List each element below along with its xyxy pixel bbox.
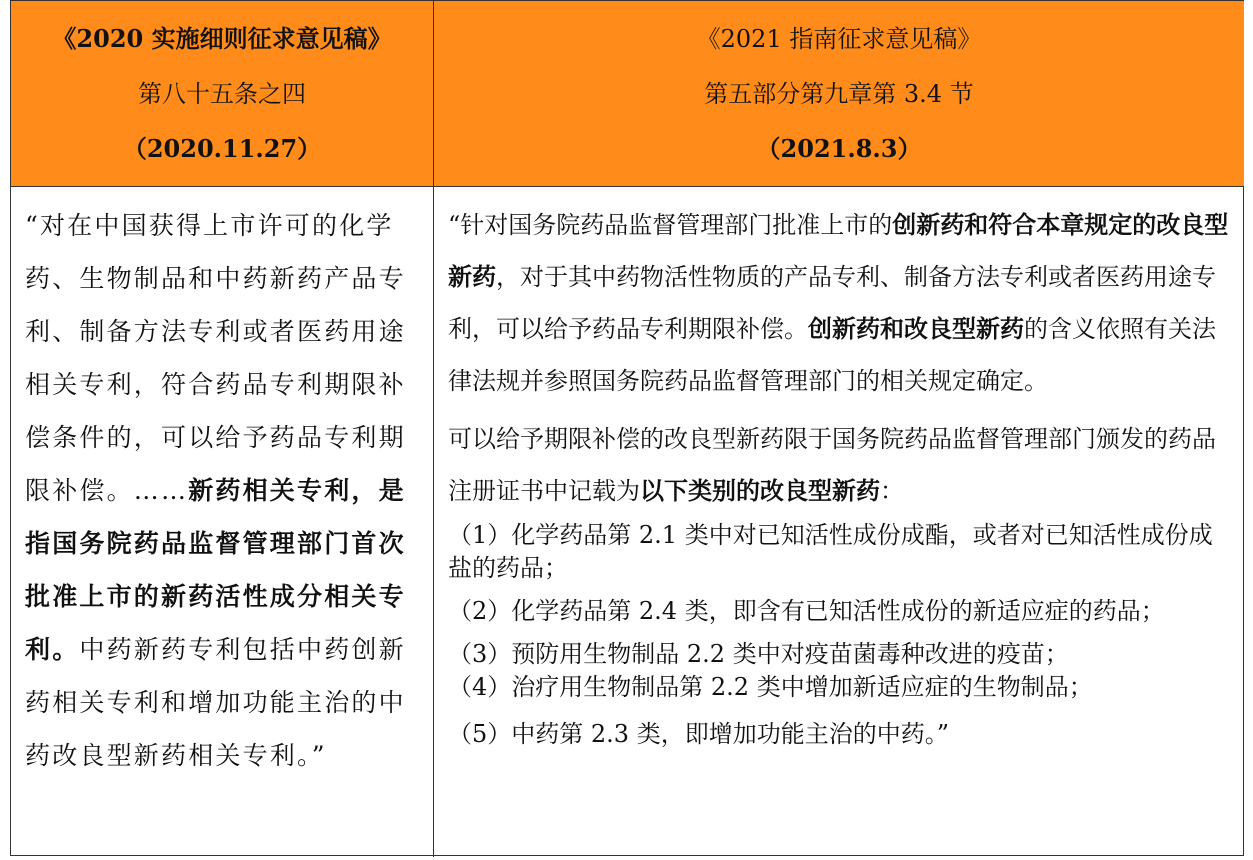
p1-text-2: ，对于其中药物活性物质的产品专利、制备方法专利或者医药用途专利，可以给予药品专利期限补偿。 <box>448 263 1216 343</box>
p1-text-3: 的含义依照有关法律法规并参照国务院药品监督管理部门的相关规定确定。 <box>448 315 1216 395</box>
p1-text-1: “针对国务院药品监督管理部门批准上市的 <box>448 211 893 239</box>
p1-bold-1: 创新药和符合本章规定的改良型新药 <box>448 210 1229 291</box>
header-right-date: （2021.8.3） <box>756 133 922 163</box>
right-body-cell <box>434 187 1244 857</box>
category-list <box>448 519 1234 751</box>
left-body-text <box>25 199 421 782</box>
list-item: （5）中药第 2.3 类，即增加功能主治的中药。” <box>448 720 949 748</box>
header-left <box>11 1 434 187</box>
list-item: （3）预防用生物制品 2.2 类中对疫苗菌毒种改进的疫苗； <box>448 640 1069 668</box>
header-left-article: 第八十五条之四 <box>138 79 306 108</box>
left-text-1: “对在中国获得上市许可的化学药、生物制品和中药新药产品专利、制备方法专利或者医药用途相关专利，符合药品专利期限补偿条件的，可以给予药品专利期限补偿。…… <box>25 211 406 505</box>
list-item: （1）化学药品第 2.1 类中对已知活性成份成酯，或者对已知活性成份成盐的药品； <box>448 521 1213 582</box>
list-item: （2）化学药品第 2.4 类，即含有已知活性成份的新适应症的药品； <box>448 597 1165 625</box>
comparison-table <box>10 0 1244 856</box>
header-left-title: 《2020 实施细则征求意见稿》 <box>52 23 392 53</box>
header-left-date: （2020.11.27） <box>122 133 322 163</box>
p2-bold-1: 以下类别的改良型新药 <box>640 476 880 505</box>
list-item: （4）治疗用生物制品第 2.2 类中增加新适应症的生物制品； <box>448 673 1093 701</box>
left-text-2: 中药新药专利包括中药创新药相关专利和增加功能主治的中药改良型新药相关专利。” <box>25 635 406 770</box>
p2-text-2: ： <box>880 477 904 505</box>
header-right-section: 第五部分第九章第 3.4 节 <box>704 79 974 108</box>
left-bold-1: 新药相关专利，是指国务院药品监督管理部门首次批准上市的新药活性成分相关专利。 <box>25 476 406 664</box>
left-body-cell <box>11 187 434 857</box>
p2-text-1: 可以给予期限补偿的改良型新药限于国务院药品监督管理部门颁发的药品注册证书中记载为 <box>448 425 1216 505</box>
right-paragraph-1 <box>448 199 1234 407</box>
header-right-title: 《2021 指南征求意见稿》 <box>696 24 982 53</box>
header-right <box>434 1 1244 187</box>
right-paragraph-2 <box>448 413 1234 517</box>
p1-bold-2: 创新药和改良型新药 <box>808 314 1024 343</box>
